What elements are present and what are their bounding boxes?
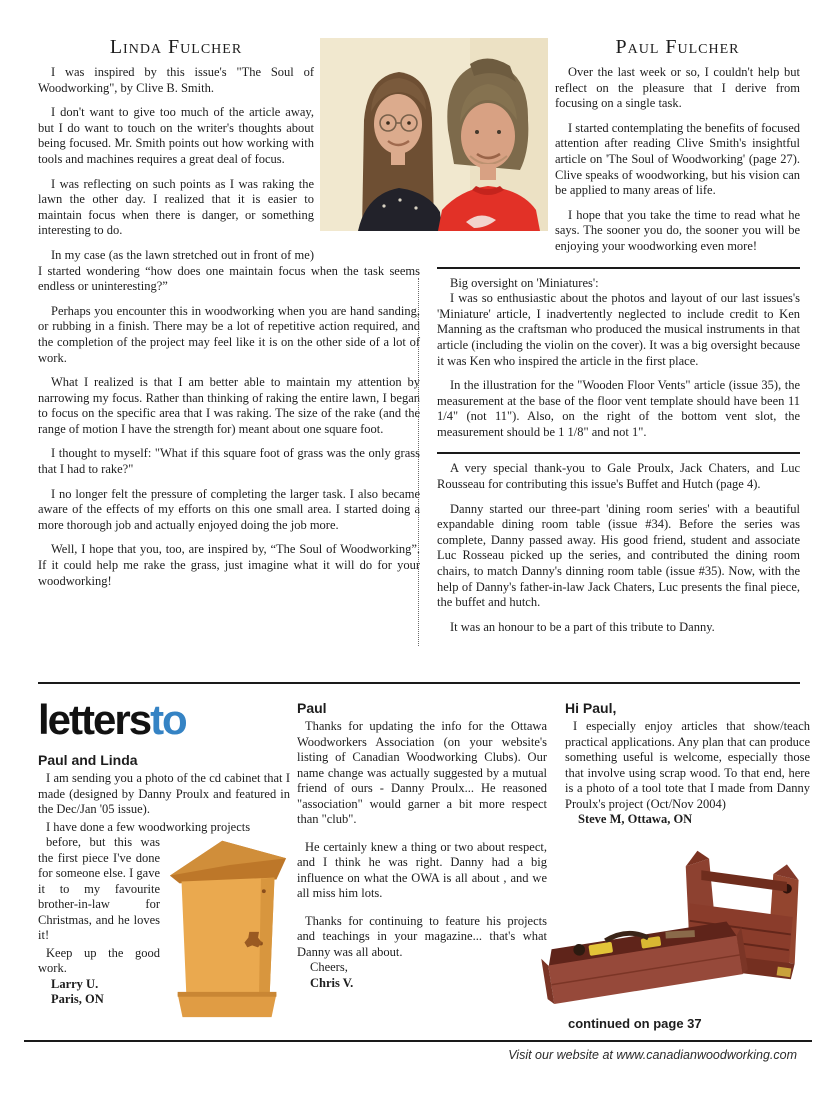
linda-column xyxy=(38,36,420,589)
corrections-paragraph: In the illustration for the "Wooden Floor Vents" article (issue 35), the measurement at the base of the floor vent template should have been 11 1/4" (not 11"). Also, on the right of the bottom vent slot, the measurement should be 1 1/8" and not 1". xyxy=(437,378,800,439)
photo-spacer-right xyxy=(437,65,555,263)
paul-paragraph: I hope that you take the time to read what he says. The sooner you do, the sooner you will be enjoying your woodworking even more! xyxy=(555,207,800,253)
letter3-heading: Hi Paul, xyxy=(565,700,617,716)
linda-paragraph: I no longer felt the pressure of completing the larger task. I also became aware of the effects of my efforts on this one small area. I started doing a more thorough job and actually enjoyed doing the job more. xyxy=(38,486,420,532)
linda-paragraph: I don't want to give too much of the article away, but I do want to touch on the writer's thoughts about being focused. Mr. Smith points out how working with tools and machines requires a great deal of focus. xyxy=(38,105,314,166)
letter-steve xyxy=(565,700,810,828)
letter2-heading: Paul xyxy=(297,700,327,716)
tool-tote-photo xyxy=(540,843,812,1023)
continued-note: continued on page 37 xyxy=(568,1016,702,1031)
letter1-signature-city: Paris, ON xyxy=(51,992,104,1006)
tribute-paragraph: A very special thank-you to Gale Proulx, Jack Chaters, and Luc Rousseau for contributing this issue's Buffet and Hutch (page 4). xyxy=(437,461,800,492)
linda-paragraph: Perhaps you encounter this in woodworking when you are hand sanding, or rubbing in a finish. There may be a lot of repetitive action required, and the completion of the project may feel like it is on the other side of a lot of work. xyxy=(38,303,420,365)
letter1-paragraph: Keep up the good work. xyxy=(38,945,160,975)
paul-paragraph: Over the last week or so, I couldn't help but reflect on the pleasure that I derive from focusing on a single task. xyxy=(555,65,800,111)
photo-spacer-left xyxy=(314,65,420,263)
corrections-paragraph: I was so enthusiastic about the photos and layout of our last issues's 'Miniature' article, I inadvertently neglected to include credit to Ken Manning as the craftsman who produced the musical instruments in that article (including the violin on the cover). It was a big oversight because it was Ken who inspired the article in the first place. xyxy=(437,291,800,368)
tribute-paragraph: Danny started our three-part 'dining room series' with a beautiful expandable dining room table (issue #34). Before the series was complete, Danny passed away. His good friend, student and associate Luc Rosseau picked up the series, and contributed the dining room chairs, to match Danny's dinning room table (issue #35). Now, with the help of Danny's father-in-law Jack Chaters, Luc presents the final piece, the buffet and hutch. xyxy=(437,501,800,610)
footer-rule xyxy=(24,1040,812,1042)
letter1-signature-name: Larry U. xyxy=(51,976,99,991)
letter3-signature: Steve M, Ottawa, ON xyxy=(578,812,693,826)
paul-title: Paul Fulcher xyxy=(615,36,740,58)
tribute-section xyxy=(437,452,800,635)
letter3-paragraph: I especially enjoy articles that show/teach practical applications. Any plan that can produce something useful is welcome, especially those that involve using scrap wood. To that end, here is a photo of a tool tote that I made from Danny Proulx's project (Oct/Nov 2004) xyxy=(565,719,810,811)
tribute-paragraph: It was an honour to be a part of this tribute to Danny. xyxy=(450,619,715,634)
website-note: Visit our website at www.canadianwoodworking.com xyxy=(508,1048,797,1062)
letter2-paragraph: Thanks for updating the info for the Ottawa Woodworkers Association (on your website's listing of Canadian Woodworking Clubs). Our name change was actually suggested by a mutual friend of ours - Danny Proulx... He reasoned "association" would garner a bit more respect than "club". xyxy=(297,719,547,826)
letter2-paragraph: Thanks for continuing to feature his projects and teachings in your magazine... that's what Danny was all about. xyxy=(297,913,547,959)
letter-paul-and-linda xyxy=(38,698,290,1019)
linda-paragraph: Well, I hope that you, too, are inspired by, “The Soul of Woodworking”. If it could help me rake the grass, just imagine what it will do for your woodworking! xyxy=(38,542,420,588)
linda-title: Linda Fulcher xyxy=(109,36,243,58)
letter1-heading: Paul and Linda xyxy=(38,752,138,768)
section-divider-rule xyxy=(38,682,800,684)
letter1-paragraph: I am sending you a photo of the cd cabinet that I made (designed by Danny Proulx and featured in the Dec/Jan '05 issue). xyxy=(38,771,290,816)
paul-paragraph: I started contemplating the benefits of focused attention after reading Clive Smith's insightful article on 'The Soul of Woodworking' (page 27). Clive speaks of woodworking, but his vision can be applied to many areas of life. xyxy=(555,120,800,198)
column-dotted-divider xyxy=(418,278,419,646)
cd-cabinet-photo xyxy=(166,835,290,1019)
letter2-paragraph: He certainly knew a thing or two about respect, and I think he was right. Danny had a big influence on what the OWA is all about , and we all miss him lots. xyxy=(297,839,547,900)
linda-paragraph: In my case (as the lawn stretched out in front of me) I started wondering “how does one maintain focus when the task seems endless or uninteresting?” xyxy=(38,247,420,294)
paul-column xyxy=(437,36,800,635)
logo-to-text: to xyxy=(150,696,186,743)
letter1-paragraph: I have done a few woodworking projects xyxy=(46,819,251,834)
letters-to-logo xyxy=(38,698,290,742)
letter2-signature-name: Chris V. xyxy=(310,975,354,990)
linda-paragraph: I was reflecting on such points as I was raking the lawn the other day. I realized that it is easier to maintain focus when there is danger, or something interesting to do. xyxy=(38,176,314,238)
letter1-paragraph: before, but this was the first piece I've done for someone else. I gave it to my favourite brother-in-law for Christmas, and he loves it! xyxy=(38,835,160,942)
logo-letters-text: letters xyxy=(38,696,151,743)
corrections-section xyxy=(437,267,800,441)
tool-tote-illustration xyxy=(540,843,812,1023)
linda-paragraph: I was inspired by this issue's "The Soul of Woodworking", by Clive B. Smith. xyxy=(38,65,314,95)
linda-paragraph: I thought to myself: "What if this square foot of grass was the only grass that I had to rake?" xyxy=(38,446,420,477)
linda-paragraph: What I realized is that I am better able to maintain my attention by narrowing my focus. Rather than thinking of raking the entire lawn, I began to focus on the specific area that I was raking. The size of the rake (and the range of motion I have the strength for) meant about one square foot. xyxy=(38,375,420,436)
cd-cabinet-illustration xyxy=(166,835,290,1019)
corrections-heading: Big oversight on 'Miniatures': xyxy=(450,275,599,290)
letter2-closing: Cheers, xyxy=(310,960,348,974)
letter-chris xyxy=(297,700,547,991)
